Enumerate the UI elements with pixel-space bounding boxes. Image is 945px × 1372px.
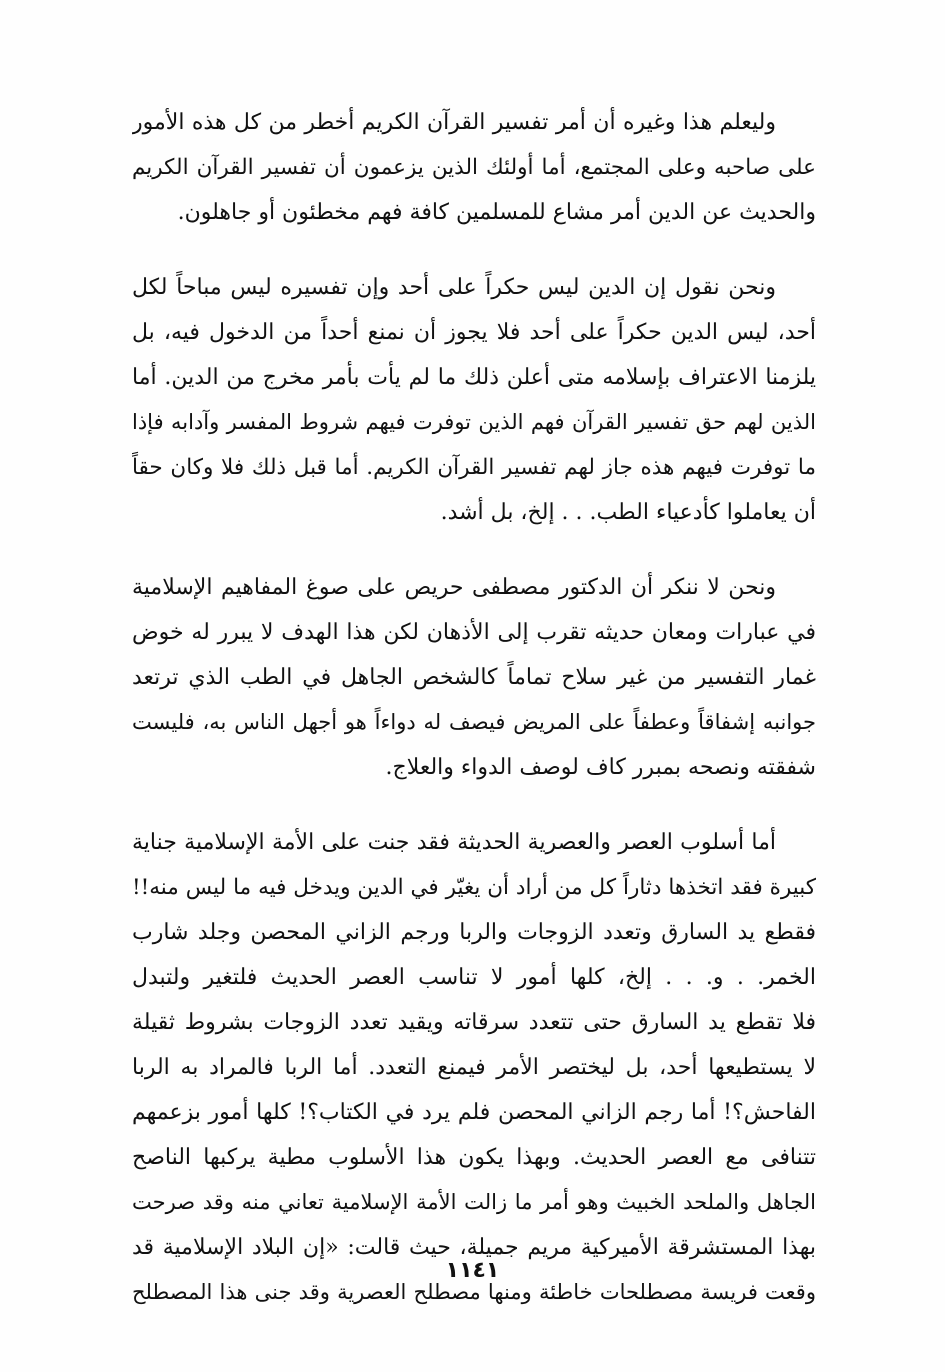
text-line: شفقته ونصحه بمبرر كاف لوصف الدواء والعلاج. [385,755,816,780]
text-line: على صاحبه وعلى المجتمع، أما أولئك الذين يزعمون أن تفسير القرآن الكريم [132,155,816,180]
paragraph-1 [132,100,816,235]
text-line: فقطع يد السارق وتعدد الزوجات والربا ورجم الزاني المحصن وجلد شارب [132,920,816,945]
text-line: غمار التفسير من غير سلاح تماماً كالشخص الجاهل في الطب الذي ترتعد [132,665,816,690]
text-line: الفاحش؟! أما رجم الزاني المحصن فلم يرد في الكتاب؟! كلها أمور بزعمهم [132,1100,816,1125]
text-line: لا يستطيعها أحد، بل ليختصر الأمر فيمنع التعدد. أما الربا فالمراد به الربا [132,1055,816,1080]
text-line: الخمر. . و. . . إلخ، كلها أمور لا تناسب العصر الحديث فلتغير ولتبدل [132,965,816,990]
text-line: يلزمنا الاعتراف بإسلامه متى أعلن ذلك ما لم يأت بأمر مخرج من الدين. أما [132,365,816,390]
text-line: كبيرة فقد اتخذها دثاراً كل من أراد أن يغيّر في الدين ويدخل فيه ما ليس منه!! [132,875,816,900]
text-line: جوانبه إشفاقاً وعطفاً على المريض فيصف له دواءاً هو أجهل الناس به، فليست [132,710,816,734]
text-line: وليعلم هذا وغيره أن أمر تفسير القرآن الكريم أخطر من كل هذه الأمور [132,110,776,135]
text-line: بهذا المستشرقة الأميركية مريم جميلة، حيث قالت: «إن البلاد الإسلامية قد [132,1235,816,1260]
text-line: ونحن لا ننكر أن الدكتور مصطفى حريص على صوغ المفاهيم الإسلامية [132,575,776,600]
text-line: الذين لهم حق تفسير القرآن فهم الذين توفرت فيهم شروط المفسر وآدابه فإذا [132,410,816,434]
text-line: أحد، ليس الدين حكراً على أحد فلا يجوز أن نمنع أحداً من الدخول فيه، بل [132,320,816,345]
text-line: والحديث عن الدين أمر مشاع للمسلمين كافة فهم مخطئون أو جاهلون. [177,200,816,225]
page-number: ١١٤١ [445,1258,500,1283]
text-line: أن يعاملوا كأدعياء الطب. . . إلخ، بل أشد. [440,500,816,525]
paragraph-2 [132,265,816,535]
paragraph-4 [132,820,816,1315]
paragraph-3 [132,565,816,790]
text-line: ونحن نقول إن الدين ليس حكراً على أحد وإن تفسيره ليس مباحاً لكل [132,275,776,300]
text-line: في عبارات ومعان حديثه تقرب إلى الأذهان لكن هذا الهدف لا يبرر له خوض [132,620,816,645]
text-line: الجاهل والملحد الخبيث وهو أمر ما زالت الأمة الإسلامية تعاني منه وقد صرحت [132,1190,816,1214]
text-line: فلا تقطع يد السارق حتى تتعدد سرقاته ويقيد تعدد الزوجات بشروط ثقيلة [132,1010,816,1035]
text-line: ما توفرت فيهم هذه جاز لهم تفسير القرآن الكريم. أما قبل ذلك فلا وكان حقاً [132,455,816,480]
text-line: وقعت فريسة مصطلحات خاطئة ومنها مصطلح العصرية وقد جنى هذا المصطلح [132,1280,816,1304]
text-line: تتنافى مع العصر الحديث. وبهذا يكون هذا الأسلوب مطية يركبها الناصح [132,1145,816,1170]
body-text [132,100,816,1345]
text-line: أما أسلوب العصر والعصرية الحديثة فقد جنت على الأمة الإسلامية جناية [132,830,776,855]
